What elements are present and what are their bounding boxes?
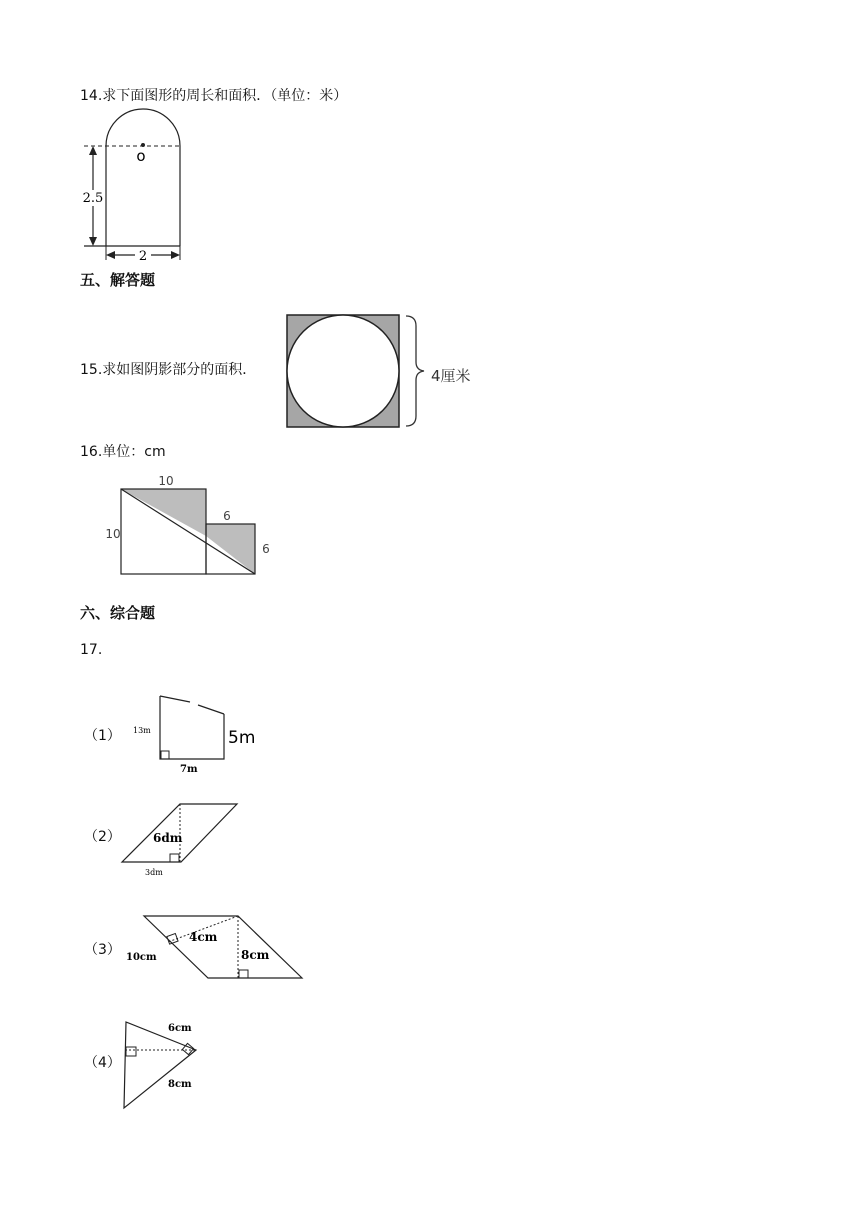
part1-bottom-label: 7m [180, 764, 198, 775]
q17-part3-label: （3） [84, 942, 121, 958]
part2-right-angle [170, 854, 179, 862]
part1-trapezoid [160, 696, 224, 759]
q14-text: 14.求下面图形的周长和面积．（单位：米） [80, 88, 348, 104]
q16-left-label: 10 [105, 527, 121, 541]
part4-triangle [124, 1022, 196, 1108]
q16-small-top-label: 6 [223, 509, 231, 523]
section6-title: 六、综合题 [80, 604, 156, 622]
q15-brace [406, 316, 424, 426]
q16-shade-large [121, 489, 206, 536]
q16-text: 16.单位：cm [80, 444, 166, 460]
part3-tall-right-angle [239, 970, 248, 978]
part4-bottom-label: 8cm [168, 1079, 192, 1090]
part1-top-edge [160, 696, 190, 702]
q15-side-label: 4厘米 [431, 367, 471, 385]
q17-part4-label: （4） [84, 1055, 121, 1071]
part2-height-label: 6dm [153, 831, 183, 845]
part2-base-label: 3dm [145, 868, 163, 877]
q14-width-label: 2 [138, 249, 148, 264]
q17-part2-label: （2） [84, 829, 121, 845]
q14-center-label: o [136, 147, 146, 165]
q15-circle [287, 315, 399, 427]
q14-height-label: 2.5 [82, 191, 104, 206]
part3-side-label: 10cm [126, 952, 157, 963]
part1-right-label: 5m [228, 728, 256, 748]
q14-semicircle [106, 109, 180, 146]
part1-left-label: 13m [133, 726, 151, 735]
q17-part3-figure [122, 908, 306, 986]
part1-top-edge-2 [198, 705, 224, 714]
q16-shade-small [206, 524, 255, 574]
part4-right-angle [126, 1047, 136, 1056]
q14-figure [80, 108, 190, 268]
section5-title: 五、解答题 [80, 271, 156, 289]
q17-part4-figure [118, 1016, 214, 1112]
q17-part2-figure [118, 798, 246, 880]
q15-text: 15.求如图阴影部分的面积． [80, 362, 257, 378]
part3-parallelogram [144, 916, 302, 978]
q15-figure [282, 310, 482, 432]
part4-top-label: 6cm [168, 1023, 192, 1034]
part3-short-height-label: 4cm [189, 930, 218, 944]
part3-tall-height-label: 8cm [241, 948, 270, 962]
q17-text: 17. [80, 642, 103, 658]
part1-right-angle [161, 751, 169, 759]
q16-top-label: 10 [158, 474, 174, 488]
q17-part1-label: （1） [84, 728, 121, 744]
q17-part1-figure [124, 688, 274, 776]
q16-figure [100, 472, 280, 580]
q16-small-right-label: 6 [262, 542, 270, 556]
